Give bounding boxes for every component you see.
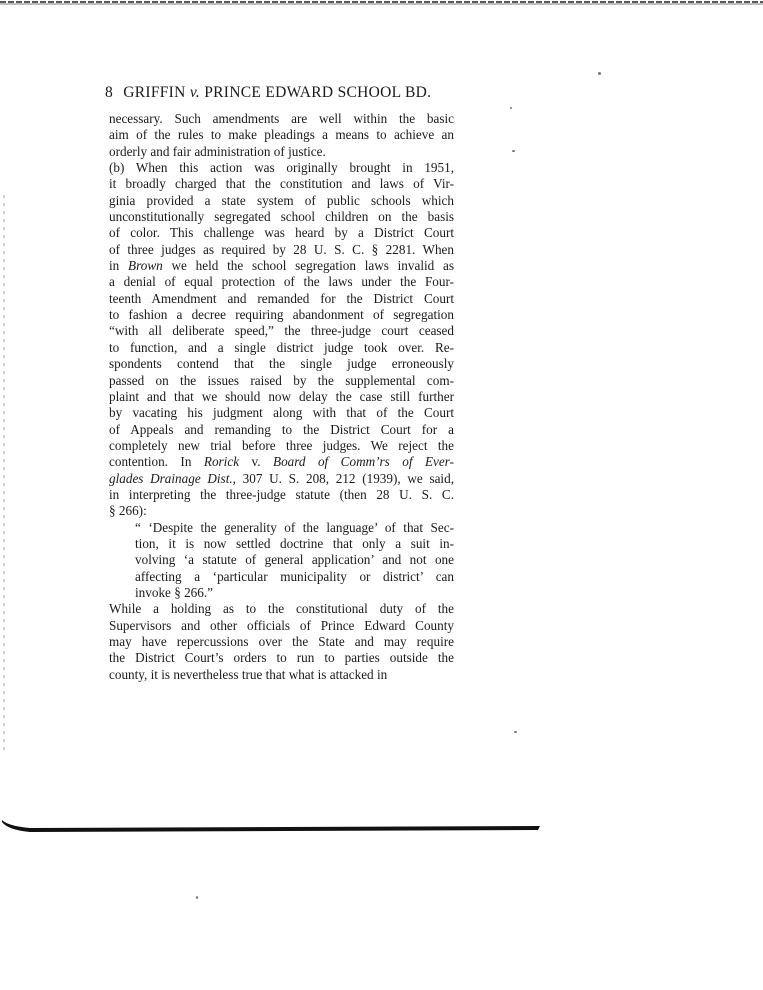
- text-segment: While a holding as to the constitutional duty of the: [109, 601, 454, 617]
- top-border-rule: [0, 0, 763, 7]
- text-line: [109, 634, 454, 650]
- text-segment: orderly and fair administration of justice.: [109, 143, 326, 159]
- text-segment: tion, it is now settled doctrine that only a suit in-: [135, 535, 454, 551]
- text-segment: “ ‘Despite the generality of the language’ of that Sec-: [135, 519, 454, 535]
- text-segment: plaint and that we should now delay the case still further: [109, 388, 454, 404]
- text-line: [109, 667, 454, 683]
- text-segment: of three judges as required by 28 U. S. C. § 2281. When: [109, 241, 454, 257]
- text-segment: we held the school segregation laws invalid as: [162, 258, 454, 274]
- text-segment: ginia provided a state system of public schools which: [109, 192, 454, 208]
- text-line: [109, 373, 454, 389]
- text-line: [109, 340, 454, 356]
- text-line: [109, 144, 454, 160]
- speck: [514, 731, 517, 733]
- text-segment: glades Drainage Dist.,: [109, 470, 236, 486]
- text-line: [109, 242, 454, 258]
- text-line: [109, 225, 454, 241]
- text-line: [109, 650, 454, 666]
- text-line: [109, 601, 454, 617]
- text-segment: unconstitutionally segregated school children on the basis: [109, 209, 454, 225]
- text-segment: passed on the issues raised by the supplemental com-: [109, 372, 454, 388]
- text-line: [109, 422, 454, 438]
- text-line: [109, 111, 454, 127]
- text-line: [109, 618, 454, 634]
- text-segment: Board of Comm’rs of Ever-: [273, 454, 454, 470]
- text-line: [109, 258, 454, 274]
- text-segment: (b) When this action was originally brought in 1951,: [109, 160, 454, 176]
- header-v: v.: [189, 84, 201, 101]
- text-line: [109, 127, 454, 143]
- text-segment: of color. This challenge was heard by a District Court: [109, 225, 454, 241]
- text-segment: necessary. Such amendments are well within the basic: [109, 111, 454, 126]
- text-segment: v.: [239, 454, 274, 470]
- text-segment: to function, and a single district judge took over. Re-: [109, 339, 454, 355]
- text-segment: it broadly charged that the constitution and laws of Vir-: [109, 176, 454, 192]
- text-segment: county, it is nevertheless true that what is attacked in: [109, 666, 388, 682]
- text-line: [109, 405, 454, 421]
- speck: [598, 72, 601, 75]
- page-header: [105, 84, 455, 102]
- bottom-border-rule: [0, 818, 545, 834]
- text-segment: in interpreting the three-judge statute (then 28 U. S. C.: [109, 486, 454, 502]
- speck: [510, 107, 512, 109]
- text-segment: § 266):: [109, 503, 147, 519]
- text-segment: Rorick: [203, 454, 240, 470]
- page-number: 8: [105, 84, 114, 101]
- text-segment: teenth Amendment and remanded for the District Court: [109, 290, 454, 306]
- text-segment: completely new trial before three judges. We reject the: [109, 437, 454, 453]
- text-line: [109, 438, 454, 454]
- text-segment: Brown: [128, 258, 163, 274]
- text-segment: “with all deliberate speed,” the three-judge court ceased: [109, 323, 454, 339]
- text-segment: invoke § 266.”: [135, 584, 214, 600]
- text-line: [109, 176, 454, 192]
- text-line: [135, 569, 454, 585]
- text-segment: to fashion a decree requiring abandonment of segregation: [109, 307, 454, 323]
- text-segment: of Appeals and remanding to the District Court for a: [109, 421, 454, 437]
- text-line: [135, 536, 454, 552]
- text-line: [109, 209, 454, 225]
- text-line: [135, 585, 454, 601]
- text-line: [109, 274, 454, 290]
- text-line: [109, 193, 454, 209]
- text-segment: the District Court’s orders to run to parties outside the: [109, 650, 454, 666]
- text-line: [109, 454, 454, 470]
- text-line: [109, 389, 454, 405]
- text-line: [109, 323, 454, 339]
- text-line: [109, 160, 454, 176]
- text-segment: 307 U. S. 208, 212 (1939), we said,: [235, 470, 454, 486]
- left-edge-mark: [1, 195, 7, 755]
- text-line: [109, 307, 454, 323]
- text-segment: contention. In: [109, 454, 204, 470]
- text-line: [109, 291, 454, 307]
- text-segment: a denial of equal protection of the laws under the Four-: [109, 274, 454, 290]
- text-segment: volving ‘a statute of general application’ and not one: [135, 552, 454, 568]
- text-line: [135, 552, 454, 568]
- text-line: [109, 487, 454, 503]
- text-line: [109, 471, 454, 487]
- text-segment: by vacating his judgment along with that of the Court: [109, 405, 454, 421]
- text-segment: in: [109, 258, 129, 274]
- text-segment: Supervisors and other officials of Prince Edward County: [109, 617, 454, 633]
- header-left: GRIFFIN: [123, 84, 186, 101]
- text-line: [109, 356, 454, 372]
- text-segment: spondents contend that the single judge erroneously: [109, 356, 454, 372]
- text-segment: aim of the rules to make pleadings a means to achieve an: [109, 127, 454, 143]
- text-segment: may have repercussions over the State and may require: [109, 634, 454, 649]
- page-body: [109, 111, 454, 683]
- speck: [512, 150, 515, 152]
- header-right: PRINCE EDWARD SCHOOL BD.: [204, 84, 432, 101]
- text-line: [109, 503, 454, 519]
- text-line: [135, 520, 454, 536]
- text-segment: affecting a ‘particular municipality or district’ can: [135, 568, 454, 584]
- speck: [196, 896, 198, 899]
